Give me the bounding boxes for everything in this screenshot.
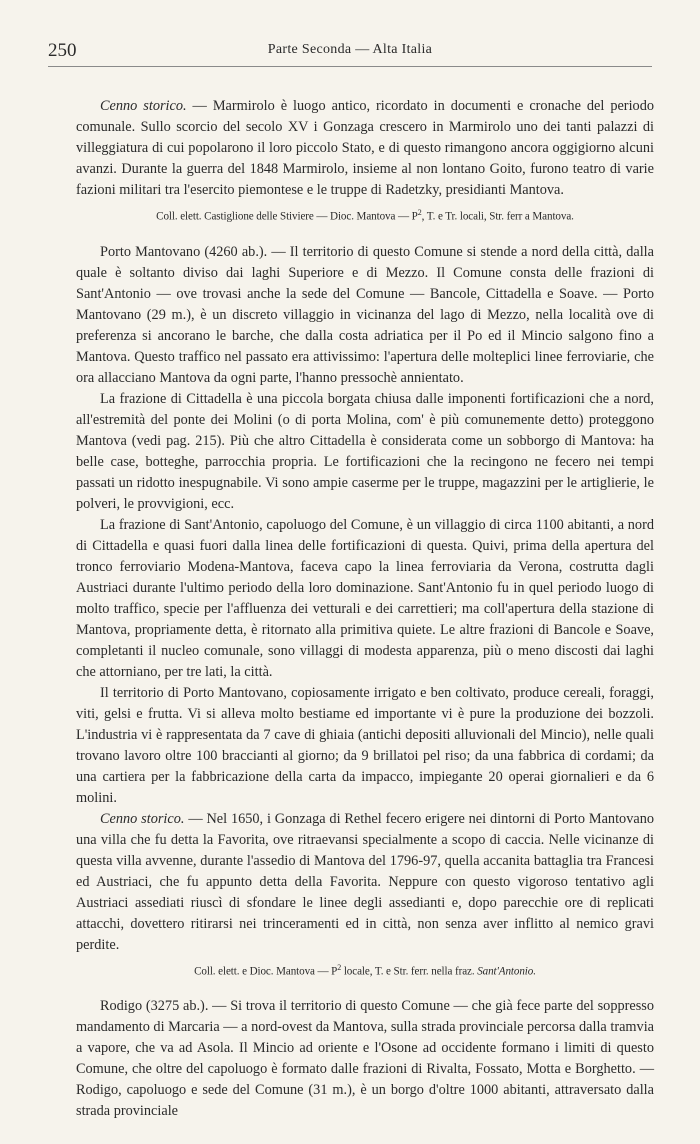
note-text: locale, T. e Str. ferr. nella fraz. (341, 965, 478, 978)
paragraph-text: — Nel 1650, i Gonzaga di Rethel fecero erigere nei dintorni di Porto Mantovano una villa che fu detta la Favorita, ove ritraevansi specialmente a scopo di caccia. Nelle vicinanze di questa villa avvenne, durante l'assedio di Mantova del 1796-97, quella accanita battaglia tra Francesi ed Austriaci, che fu appunto detta della Favorita. Neppure con questo vigoroso tentativo agli Austriaci assediati riuscì di sfondare le linee degli assedianti e, dopo parecchie ore di replicati attacchi, dovettero ritirarsi nei trinceramenti ed in città, non senza aver inflitto al nemico gravi perdite. (76, 810, 654, 953)
paragraph-text: Il territorio di Porto Mantovano, copiosamente irrigato e ben coltivato, produce cereali, foraggi, viti, gelsi e frutta. Vi si alleva molto bestiame ed importante vi è pure la produzione dei bozzoli. L'industria vi è rappresentata da 7 cave di ghiaia (antichi depositi alluvionali del Mincio), nelle quali trovano lavoro oltre 100 braccianti al giorno; da 9 brillatoi pel riso; da una fabbrica di cordami; da una cartiera per la fabbricazione della carta da impacco, impiegante 20 operai giornalieri e da 6 molini. (76, 684, 654, 806)
note-text: , T. e Tr. locali, Str. ferr a Mantova. (421, 210, 574, 223)
paragraph (76, 996, 654, 1122)
paragraph-lead: Cenno storico. (100, 810, 185, 827)
note-text: Coll. elett. e Dioc. Mantova — P (194, 965, 338, 978)
paragraph-text: Porto Mantovano (4260 ab.). — Il territorio di questo Comune si stende a nord della città, dalla quale è soltanto diviso dai laghi Superiore e di Mezzo. Il Comune consta delle frazioni di Sant'Antonio — ove trovasi anche la sede del Comune — Bancole, Cittadella e Soave. — Porto Mantovano (29 m.), è un discreto villaggio in vicinanza del lago di Mezzo, nella località ove di preferenza si ancorano le barche, che dalla costa adriatica per il Po ed il Mincio salgono fino a Mantova. Questo traffico nel passato era attivissimo: l'apertura delle molteplici linee ferroviarie, che ora allacciano Mantova da ogni parte, l'hanno pressochè annientato. (76, 243, 654, 386)
page-number: 250 (48, 40, 77, 61)
admin-note (76, 960, 654, 980)
note-italic: Sant'Antonio. (477, 965, 536, 978)
note-sup: 2 (337, 962, 342, 972)
page-header (48, 38, 652, 67)
paragraph-lead: Cenno storico. (100, 98, 187, 114)
paragraph (76, 96, 654, 201)
paragraph-text: La frazione di Cittadella è una piccola borgata chiusa dalle imponenti fortificazioni che a nord, all'estremità del ponte dei Molini (o di porta Molina, com' è più comunemente detto) proteggono Mantova (vedi pag. 215). Più che altro Cittadella è considerata come un sobborgo di Mantova: ha belle case, botteghe, parrocchia propria. Le fortificazioni che la recingono ne fecero nei tempi passati un ridotto inespugnabile. Vi sono ampie caserme per le truppe, magazzini per le artiglierie, le polveri, le provvigioni, ecc. (76, 390, 654, 512)
page-body (76, 96, 654, 1122)
paragraph (76, 389, 654, 515)
admin-note (76, 205, 654, 225)
paragraph (76, 809, 654, 956)
paragraph (76, 683, 654, 809)
paragraph-text: — Marmirolo è luogo antico, ricordato in documenti e cronache del periodo comunale. Sullo scorcio del secolo XV i Gonzaga crescero in Marmirolo uno dei tanti palazzi di villeggiatura di cui popolarono il loro piccolo Stato, e di questo rimangono ancora oggigiorno alcuni avanzi. Durante la guerra del 1848 Marmirolo, insieme al non lontano Goito, furono teatro di varie fazioni militari tra l'esercito piemontese e le truppe di Radetzky, presidianti Mantova. (76, 98, 654, 198)
note-sup: 2 (417, 208, 422, 217)
note-text: Coll. elett. Castiglione delle Stiviere — Dioc. Mantova — P (156, 210, 418, 223)
paragraph (76, 242, 654, 389)
paragraph-text: La frazione di Sant'Antonio, capoluogo del Comune, è un villaggio di circa 1100 abitanti, a nord di Cittadella e quasi fuori dalla linea delle fortificazioni di questa. Quivi, prima della apertura del tronco ferroviario Modena-Mantova, faceva capo la linea ferroviaria da Verona, costrutta dagli Austriaci durante l'ultimo periodo della loro dominazione. Sant'Antonio fu in quel periodo luogo di molto traffico, specie per l'affluenza dei vetturali e dei carrettieri; ma coll'apertura della stazione di Mantova, propriamente detta, è ritornato alla primitiva quiete. Le altre frazioni di Bancole e Soave, completanti il nucleo comunale, sono villaggi di modesta apparenza, più o meno discosti dai laghi che attorniano, per tre lati, la città. (76, 516, 654, 680)
running-title: Parte Seconda — Alta Italia (267, 42, 433, 57)
paragraph (76, 515, 654, 683)
paragraph-text: Rodigo (3275 ab.). — Si trova il territorio di questo Comune — che già fece parte del soppresso mandamento di Marcaria — a nord-ovest da Mantova, sulla strada provinciale percorsa dalla tramvia a vapore, che va ad Asola. Il Mincio ad oriente e l'Osone ad occidente formano i limiti di questo Comune, che oltre del capoluogo è formato dalle frazioni di Rivalta, Fossato, Motta e Borghetto. — Rodigo, capoluogo e sede del Comune (31 m.), è un borgo d'oltre 1000 abitanti, attraversato dalla strada provinciale (76, 998, 655, 1120)
